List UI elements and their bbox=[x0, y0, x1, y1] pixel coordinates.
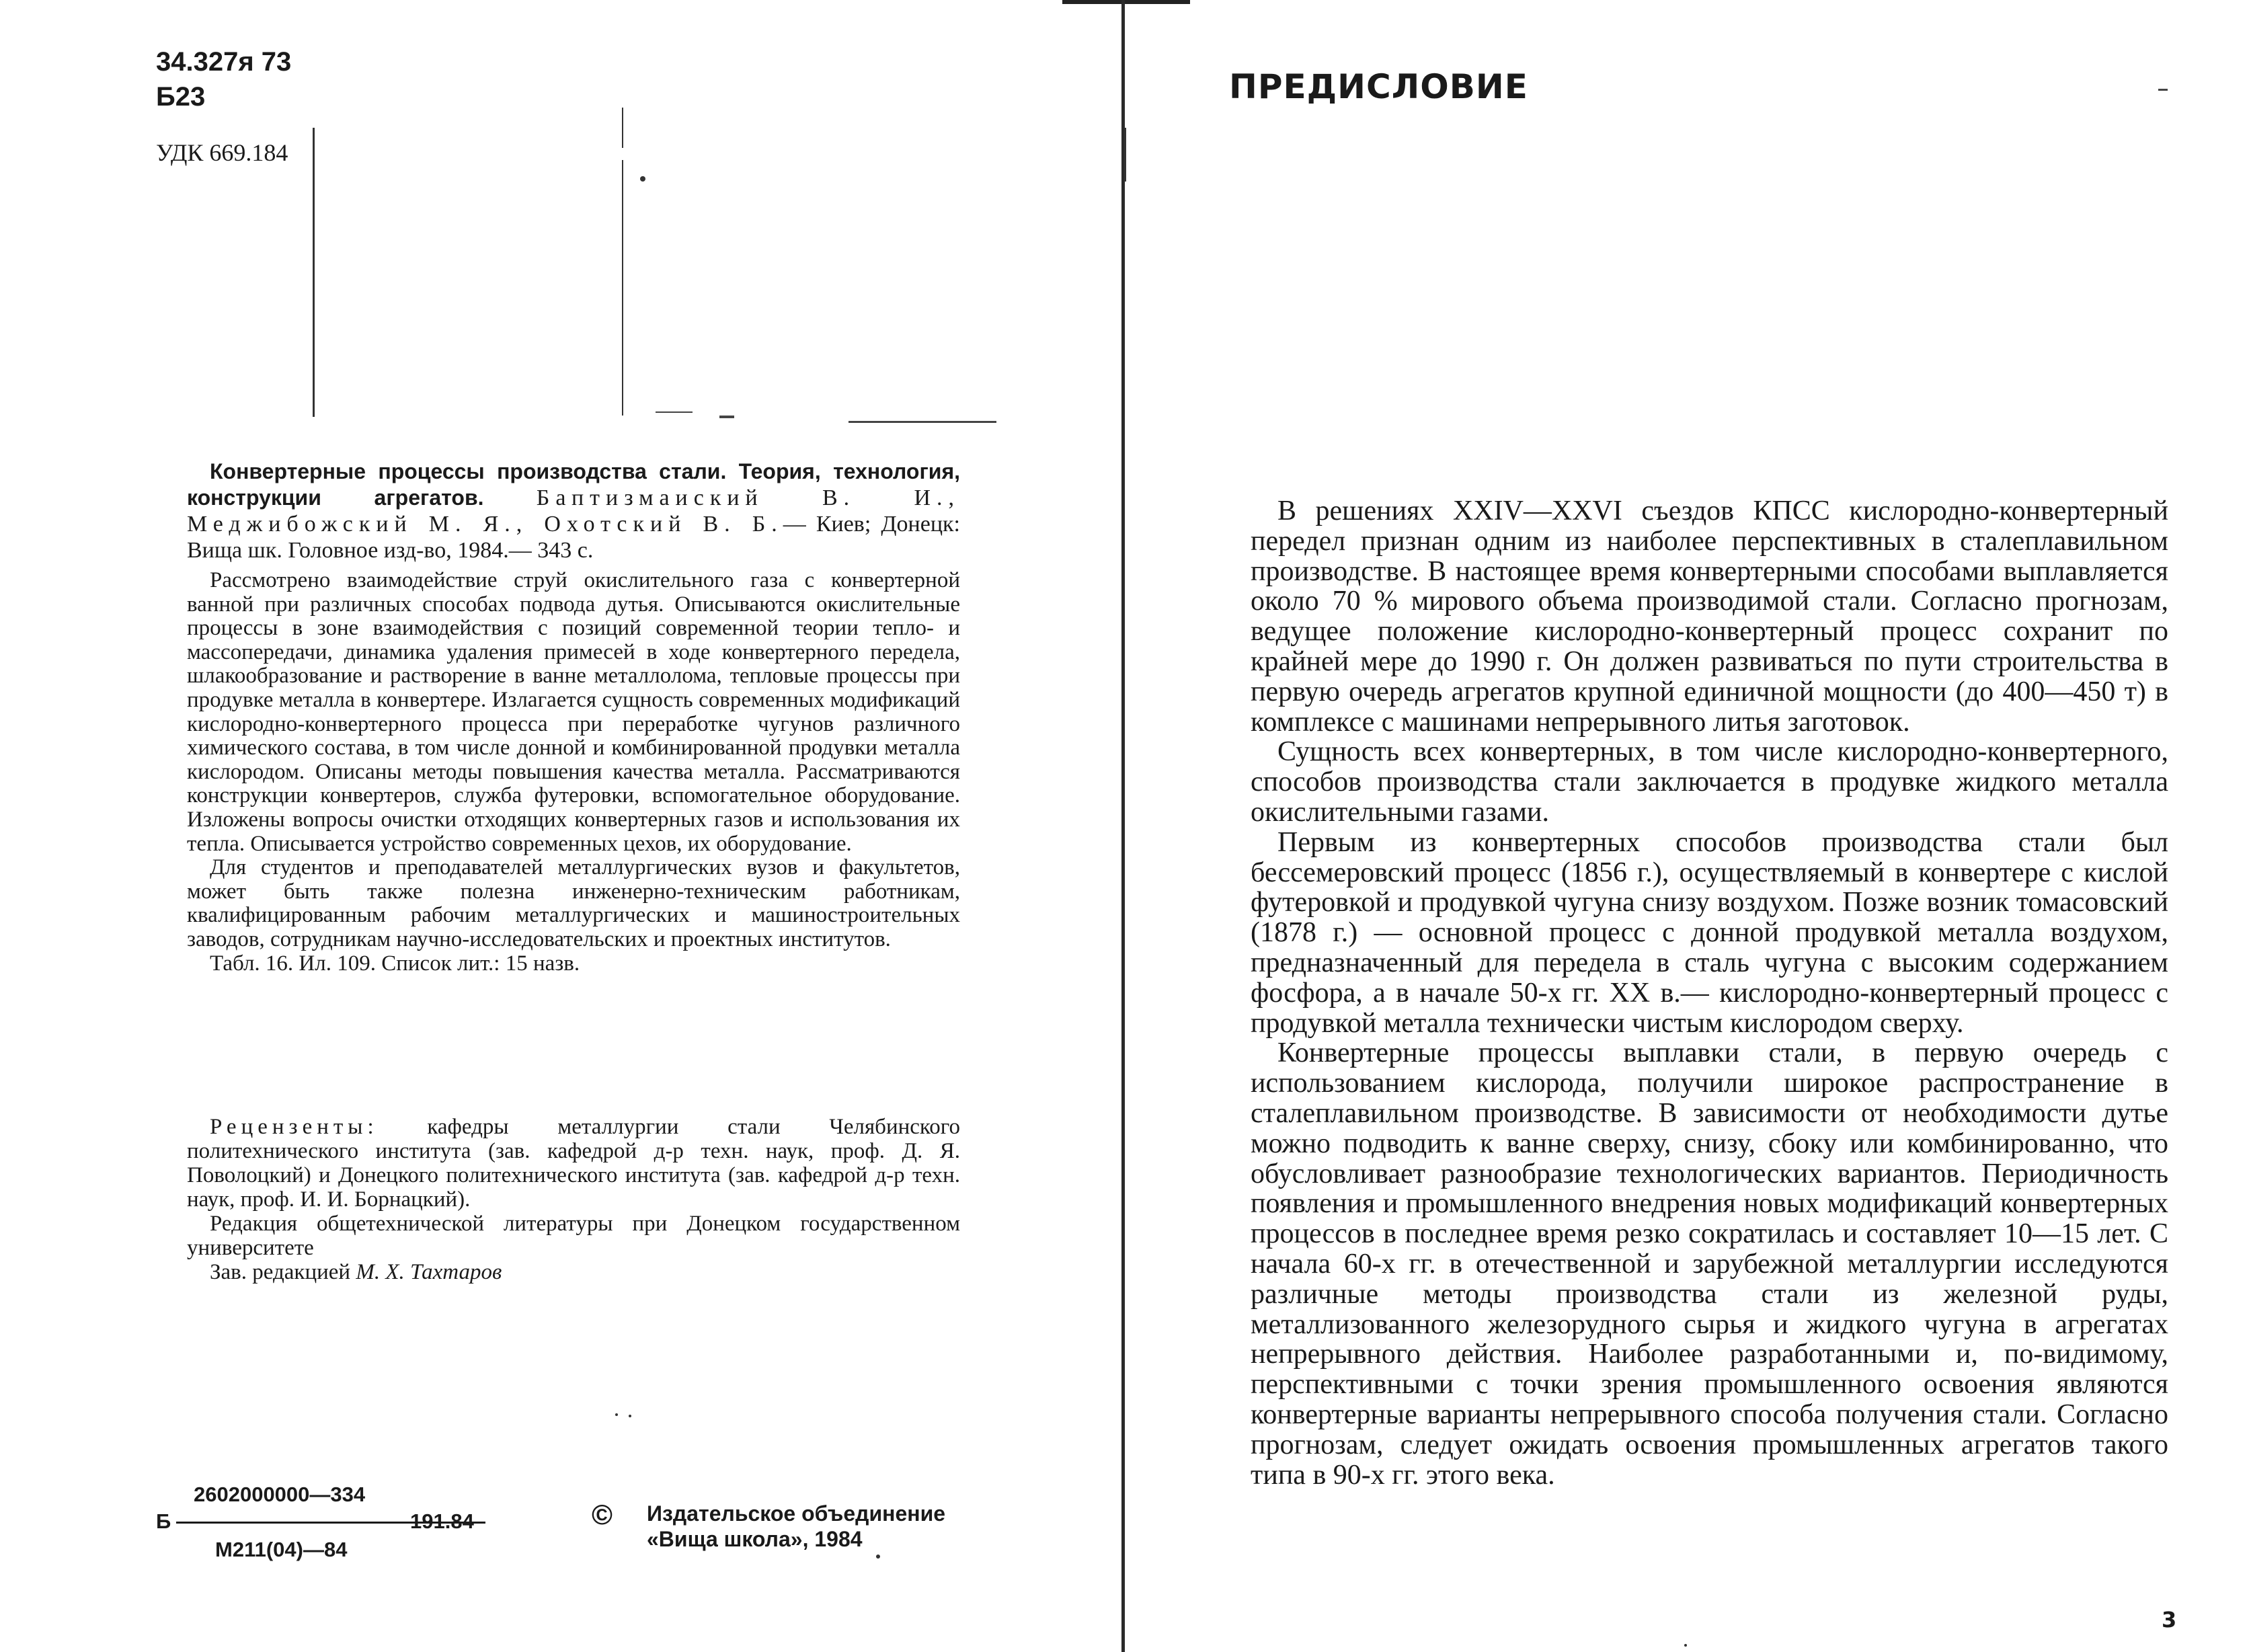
chapter-title: ПРЕДИСЛОВИЕ bbox=[1229, 67, 1528, 106]
editorial-office: Редакция общетехнической литературы при Донецком государственном университете bbox=[187, 1212, 960, 1260]
annotation-audience: Для студентов и преподавателей металлургических вузов и факультетов, может быть также полезна инженерно-техническим работникам, квалифицированным рабочим металлургических и машиностроительных заводов, сотрудникам научно-исследовательских и проектных институтов. bbox=[187, 855, 960, 951]
scan-mark bbox=[1124, 128, 1126, 182]
publication-info: — Киев; Донецк: Вища шк. Головное изд-во, 1984.— 343 с. bbox=[187, 512, 960, 563]
preface-paragraph: В решениях XXIV—XXVI съездов КПСС кислородно-конвертерный передел признан одним из наиболее перспективных в сталеплавильном производстве. В настоящее время конвертерными способами выплавляется около 70 % мирового объема производимой стали. Согласно прогнозам, ведущее положение кислородно-конвертерный процесс сохранит по крайней мере до 1990 г. Он должен развиваться по пути строительства в первую очередь агрегатов крупной единичной мощности (до 400—450 т) в комплексе с машинами непрерывного литья заготовок. bbox=[1251, 496, 2168, 738]
preface-body bbox=[1251, 496, 2168, 1490]
scan-mark bbox=[2158, 89, 2168, 91]
catalog-suffix: 191.84 bbox=[410, 1509, 474, 1533]
scan-mark bbox=[1684, 1644, 1687, 1647]
page-number: 3 bbox=[2162, 1607, 2177, 1633]
annotation-stats: Табл. 16. Ил. 109. Список лит.: 15 назв. bbox=[210, 951, 580, 976]
editorial-head-name: М. Х. Тахтаров bbox=[356, 1260, 502, 1284]
author-mark: Б23 bbox=[156, 82, 206, 112]
preface-paragraph: Конвертерные процессы выплавки стали, в первую очередь с использованием кислорода, получили широкое распространение в сталеплавильном производстве. В зависимости от необходимости дутье можно подводить к ванне сверху, снизу, сбоку или комбинированно, что обусловливает разнообразие технологических вариантов. Периодичность появления и промышленного внедрения новых модификаций конвертерных процессов в последнее время резко сократилась и составляет 10—15 лет. С начала 60-х гг. в отечественной и зарубежной металлургии исследуются различные методы производства стали из железной руды, металлизованного железорудного сырья и жидкого чугуна в агрегатах непрерывного действия. Наиболее разработанными и, по-видимому, перспективными с точки зрения промышленного освоения являются конвертерные варианты непрерывного способа получения стали. Согласно прогнозам, следует ожидать освоения промышленных агрегатов такого типа в 90-х гг. этого века. bbox=[1251, 1037, 2168, 1491]
preface-paragraph: Первым из конвертерных способов производства стали был бессемеровский процесс (1856 г.), осуществляемый в конвертере с кислой футеровкой и продувкой чугуна снизу воздухом. Позже возник томасовский (1878 г.) — основной процесс с донной продувкой металла воздухом, предназначенный для передела в сталь чугуна с высоким содержанием фосфора, а в начале 50-х гг. XX в.— кислородно-конвертерный процесс с продувкой металла технически чистым кислородом сверху. bbox=[1251, 826, 2168, 1039]
copyright-icon: © bbox=[592, 1499, 613, 1530]
reviewers-label: Рецензенты: bbox=[210, 1115, 379, 1139]
udk-code: УДК 669.184 bbox=[156, 139, 288, 166]
publisher-line-2: «Вища школа», 1984 bbox=[647, 1527, 863, 1551]
reviewers-text: кафедры металлургии стали Челябинского политехнического института (зав. кафедрой д-р техн. наук, проф. Д. Я. Поволоцкий) и Донецкого политехнического института (зав. кафедрой д-р техн. наук, проф. И. И. Борнацкий). bbox=[187, 1115, 960, 1212]
bbk-code: 34.327я 73 bbox=[156, 47, 292, 77]
catalog-numerator: 2602000000—334 bbox=[194, 1483, 366, 1506]
annotation-paragraph: Рассмотрено взаимодействие струй окислительного газа с конвертерной ванной при различных способах подвода дутья. Описываются окислительные процессы в зоне взаимодействия с позиций современной теории тепло- и массопередачи, динамика удаления примесей в ходе конвертерного передела, шлакообразование и растворение в ванне металлолома, тепловые процессы при продувке металла в конвертере. Излагается сущность современных модификаций кислородно-конвертерного процесса при переработке чугунов различного химического состава, в том числе донной и комбинированной продувки металла кислородом. Описаны методы повышения качества металла. Рассматриваются конструкции конвертеров, служба футеровки, вспомогательное оборудование. Изложены вопросы очистки отходящих конвертерных газов и использования их тепла. Описывается устройство современных цехов, их оборудование. bbox=[187, 568, 960, 856]
catalog-letter: Б bbox=[156, 1509, 171, 1533]
catalog-denominator: М211(04)—84 bbox=[215, 1538, 348, 1561]
book-title: Конвертерные процессы производства стали. Теория, технология, конструкции агрегатов. bbox=[187, 459, 960, 510]
editorial-head-label: Зав. редакцией bbox=[210, 1260, 356, 1284]
publisher-line-1: Издательское объединение bbox=[647, 1501, 946, 1526]
book-authors: Баптизмаиский В. И., Меджибожский М. Я., Охотский В. Б. bbox=[187, 485, 961, 537]
preface-paragraph: Сущность всех конвертерных, в том числе кислородно-конвертерного, способов производства стали заключается в продувке жидкого металла окислительными газами. bbox=[1251, 736, 2168, 828]
